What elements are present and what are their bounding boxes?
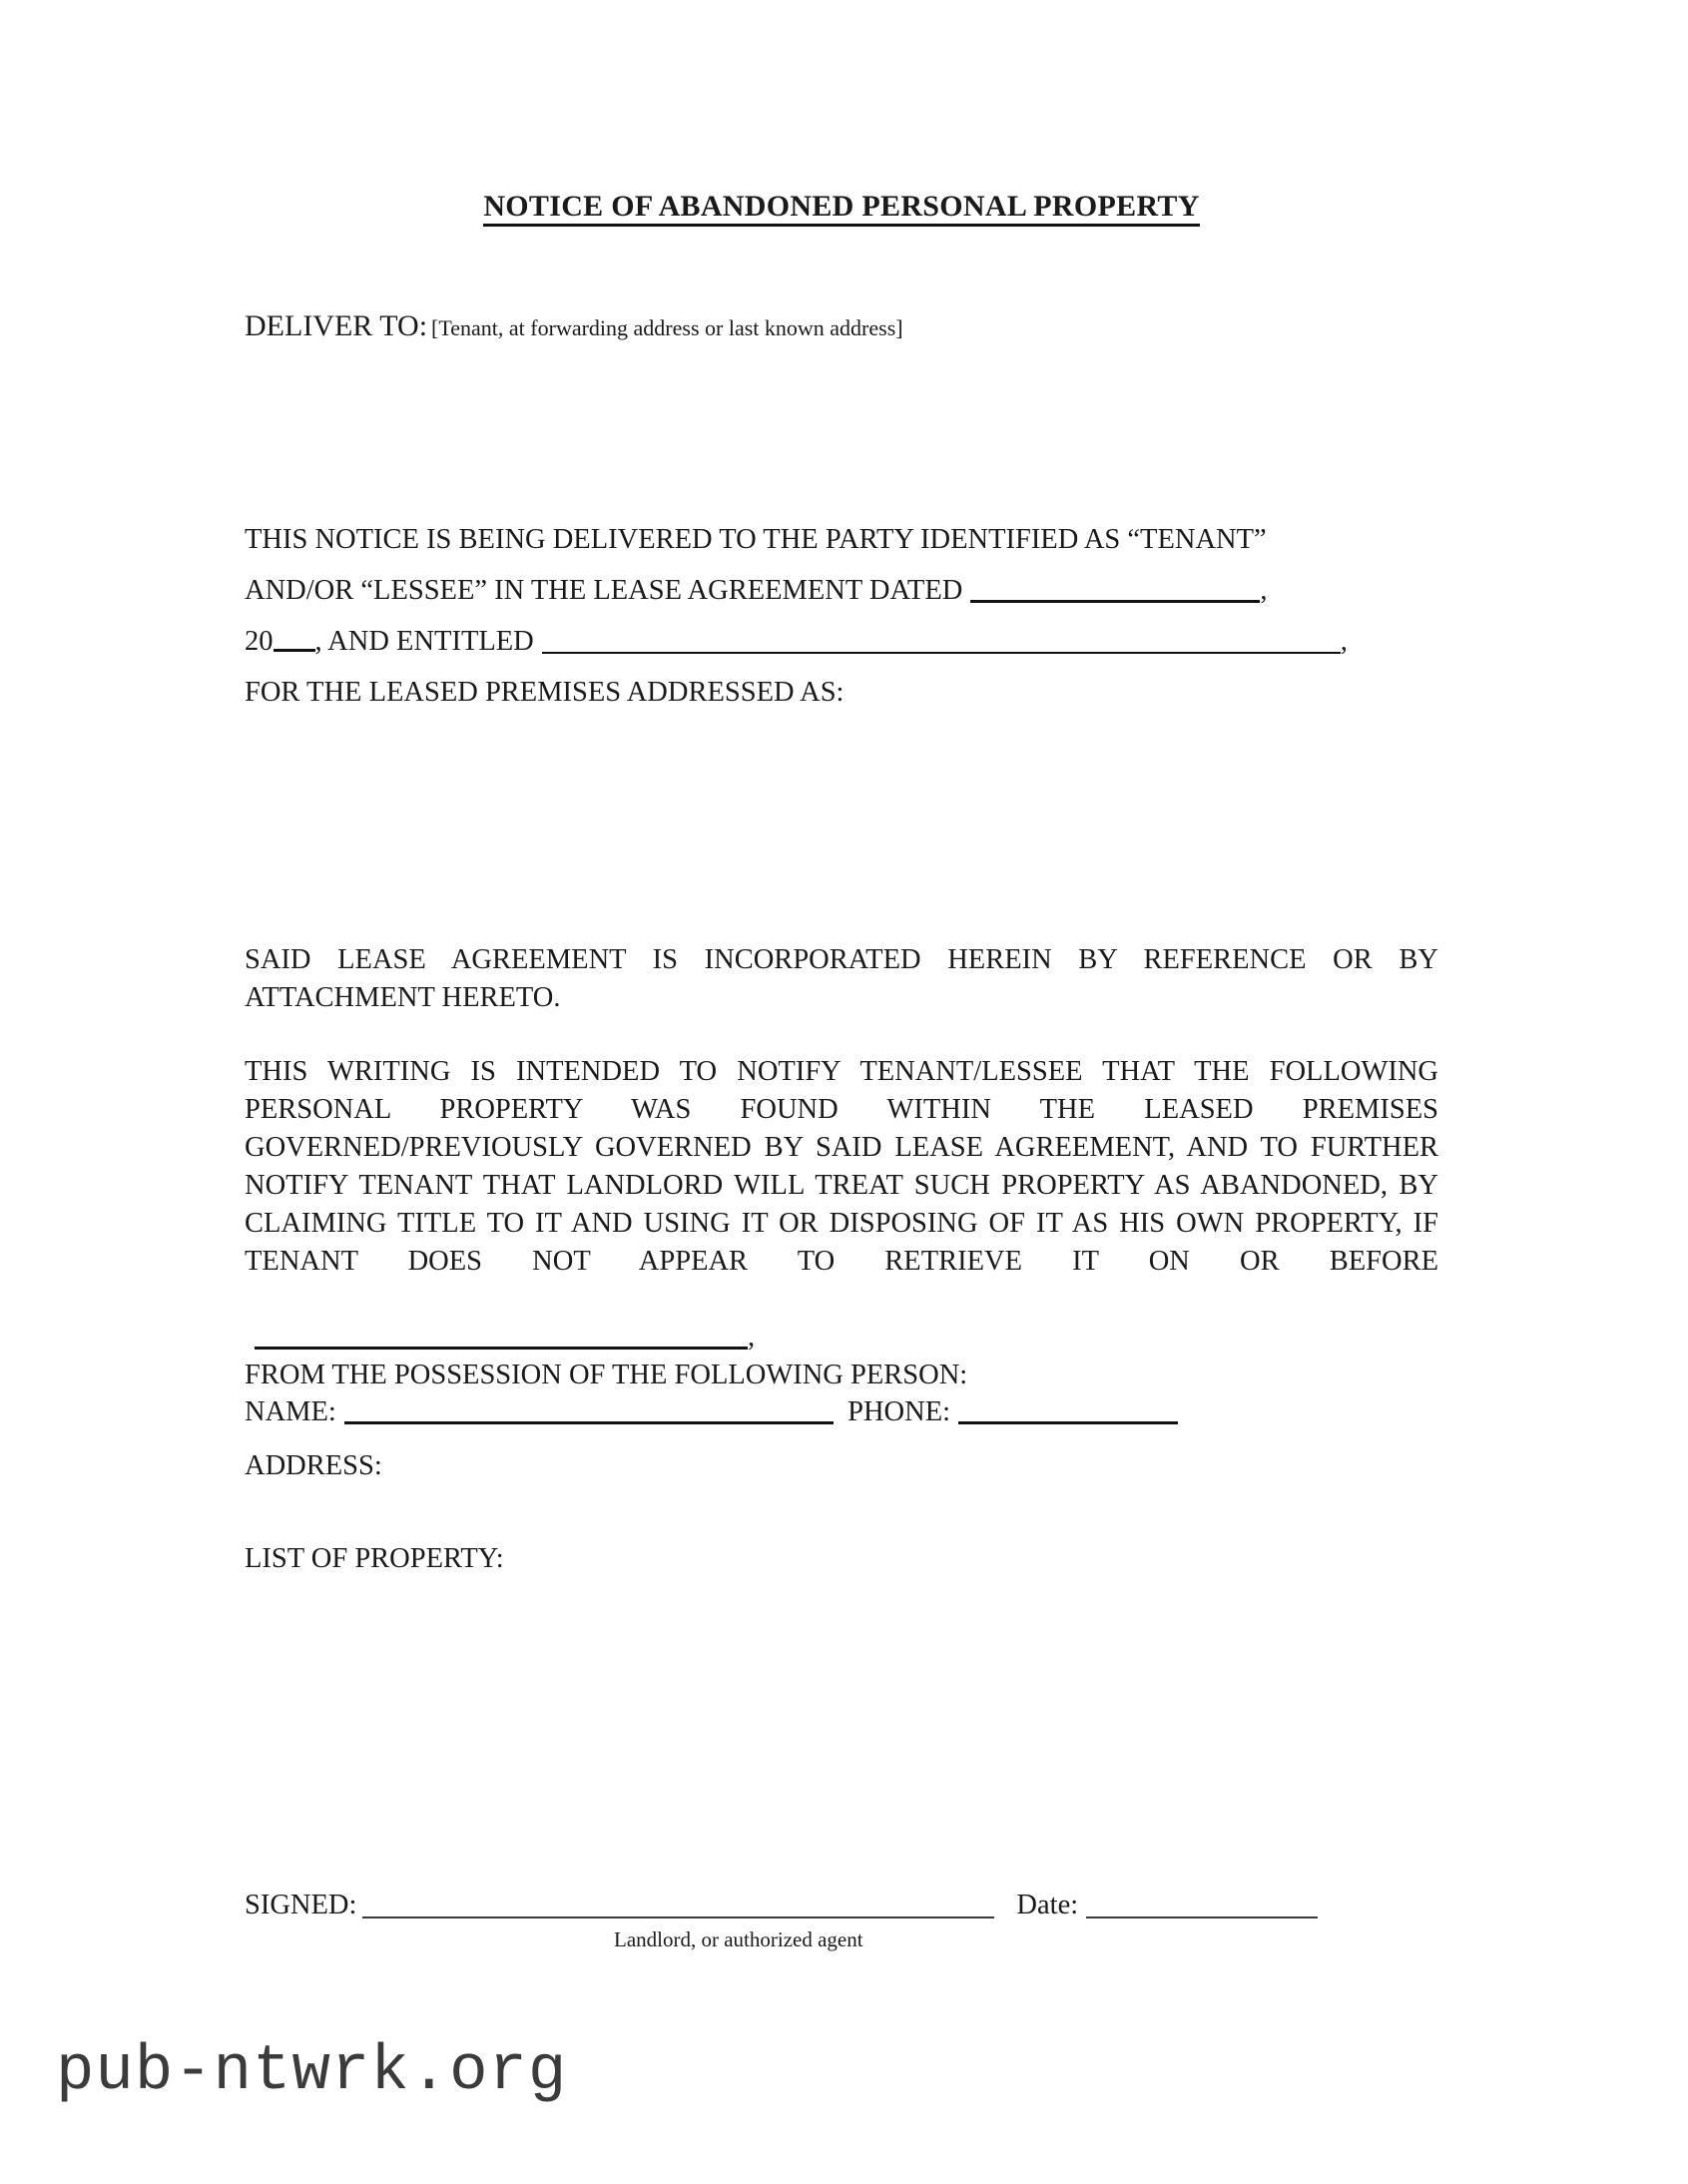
deliver-to-row [245,309,903,343]
body-paragraph-comma: , [748,1322,756,1353]
watermark: pub-ntwrk.org [56,2036,568,2108]
said-lease-paragraph: SAID LEASE AGREEMENT IS INCORPORATED HEREIN BY REFERENCE OR BY ATTACHMENT HERETO. [245,944,1438,1013]
intro-line-2-text: AND/OR “LESSEE” IN THE LEASE AGREEMENT DATED [245,575,963,606]
intro-line-3-comma: , [1340,626,1348,657]
intro-line-2 [245,568,1438,613]
date-label: Date: [1016,1890,1079,1920]
deliver-to-label: DELIVER TO: [245,309,428,342]
intro-line-2-comma: , [1260,575,1268,606]
deliver-to-hint: [Tenant, at forwarding address or last known address] [431,315,903,340]
body-paragraph [245,1053,1438,1394]
body-paragraph-part-2: FROM THE POSSESSION OF THE FOLLOWING PERSON: [245,1360,968,1390]
name-label: NAME: [245,1396,336,1427]
phone-label: PHONE: [847,1396,951,1427]
intro-line-1: THIS NOTICE IS BEING DELIVERED TO THE PARTY IDENTIFIED AS “TENANT” [245,524,1267,555]
signed-label: SIGNED: [245,1890,357,1920]
address-label: ADDRESS: [245,1450,382,1481]
signature-caption: Landlord, or authorized agent [614,1927,863,1951]
list-of-property-label: LIST OF PROPERTY: [245,1543,504,1574]
lease-date-blank[interactable] [970,578,1260,603]
intro-block [245,517,1438,715]
signature-row [245,1887,1438,1924]
name-input-blank[interactable] [344,1399,834,1424]
intro-line-4: FOR THE LEASED PREMISES ADDRESSED AS: [245,677,844,708]
year-prefix: 20 [245,626,274,657]
year-blank[interactable] [274,631,315,652]
page-title-row [245,190,1438,227]
intro-line-3 [245,619,1438,664]
intro-line-3-text: , AND ENTITLED [314,626,534,657]
retrieve-deadline-blank[interactable] [255,1325,748,1350]
date-blank[interactable] [1086,1893,1318,1918]
signature-blank[interactable] [362,1893,994,1918]
page-title: NOTICE OF ABANDONED PERSONAL PROPERTY [483,190,1199,227]
name-phone-row [245,1393,1178,1431]
lease-title-blank[interactable] [542,630,1341,654]
phone-input-blank[interactable] [958,1399,1178,1424]
body-paragraph-part-1: THIS WRITING IS INTENDED TO NOTIFY TENANT/LESSEE THAT THE FOLLOWING PERSONAL PROPERTY WAS FOUND WITHIN THE LEASED PREMISES GOVERNED/PREVIOUSLY GOVERNED BY SAID LEASE AGREEMENT, AND TO FURTHER NOTIFY TENANT THAT LANDLORD WILL TREAT SUCH PROPERTY AS ABANDONED, BY CLAIMING TITLE TO IT AND USING IT OR DISPOSING OF IT AS HIS OWN PROPERTY, IF TENANT DOES NOT APPEAR TO RETRIEVE IT ON OR BEFORE [245,1056,1438,1277]
